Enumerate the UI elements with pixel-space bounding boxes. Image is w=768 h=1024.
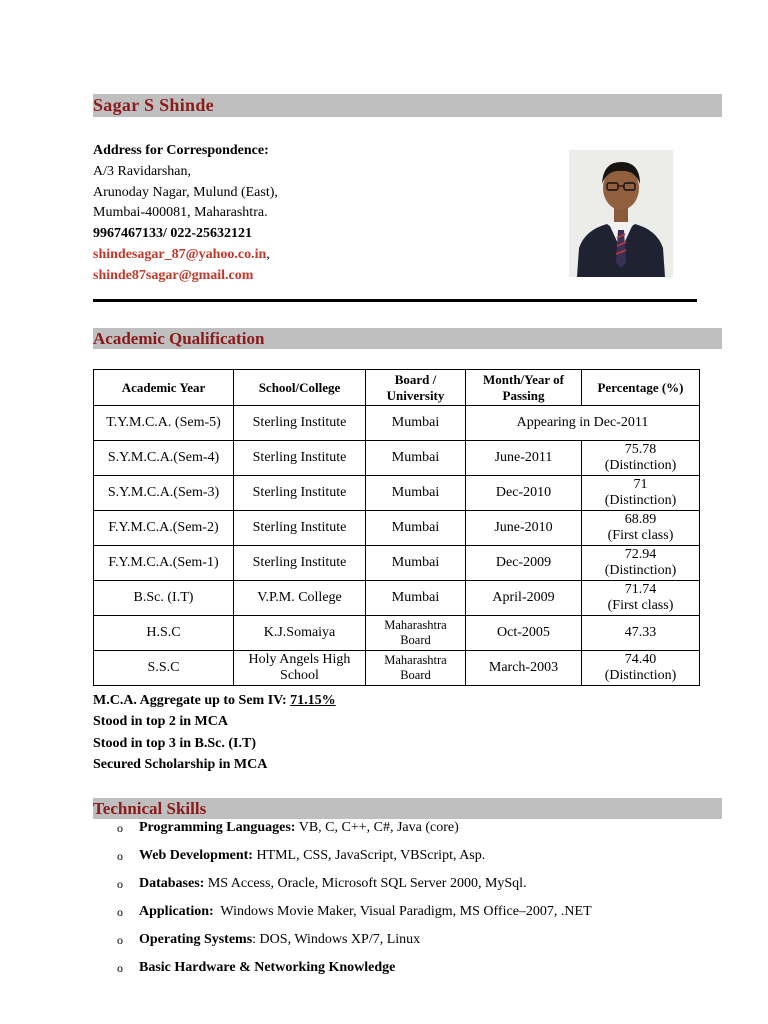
percentage-value: 68.89 bbox=[624, 512, 657, 527]
academic-notes bbox=[93, 690, 336, 775]
address-block bbox=[93, 141, 278, 287]
name-header bbox=[93, 94, 722, 117]
percentage-class: (First class) bbox=[607, 528, 674, 543]
cell-board: Maharashtra Board bbox=[366, 616, 466, 651]
cell-passing: Dec-2010 bbox=[466, 476, 582, 511]
cell-college: Sterling Institute bbox=[234, 511, 366, 546]
skill-value: VB, C, C++, C#, Java (core) bbox=[295, 820, 459, 835]
address-line-1: A/3 Ravidarshan, bbox=[93, 163, 191, 179]
skill-label: Web Development: bbox=[139, 848, 253, 863]
skill-value: Windows Movie Maker, Visual Paradigm, MS Office–2007, .NET bbox=[213, 904, 592, 919]
cell-percentage bbox=[582, 511, 700, 546]
cell-percentage bbox=[582, 441, 700, 476]
cell-college: Sterling Institute bbox=[234, 546, 366, 581]
percentage-value: 74.40 bbox=[624, 652, 657, 667]
skill-label: Databases: bbox=[139, 876, 205, 891]
email-link-1[interactable]: shindesagar_87@yahoo.co.in bbox=[93, 246, 267, 262]
note-item: Stood in top 3 in B.Sc. (I.T) bbox=[93, 735, 256, 751]
percentage-class: (Distinction) bbox=[604, 668, 677, 683]
cell-year: F.Y.M.C.A.(Sem-1) bbox=[94, 546, 234, 581]
address-heading: Address for Correspondence: bbox=[93, 143, 269, 158]
bullet-icon: o bbox=[117, 933, 123, 947]
candidate-name: Sagar S Shinde bbox=[93, 95, 214, 115]
cell-percentage bbox=[582, 546, 700, 581]
table-row bbox=[94, 581, 700, 616]
cell-year: T.Y.M.C.A. (Sem-5) bbox=[94, 406, 234, 441]
cell-appearing: Appearing in Dec-2011 bbox=[466, 406, 700, 441]
skills-header bbox=[93, 798, 722, 819]
skill-label: Operating Systems bbox=[139, 932, 253, 947]
percentage-value: 71 bbox=[633, 477, 648, 492]
skill-label: Programming Languages: bbox=[139, 820, 296, 835]
col-header-school: School/College bbox=[234, 370, 366, 406]
col-header-passing: Month/Year of Passing bbox=[466, 370, 582, 406]
cell-year: B.Sc. (I.T) bbox=[94, 581, 234, 616]
phone-number: 9967467133/ 022-25632121 bbox=[93, 226, 253, 242]
cell-year: F.Y.M.C.A.(Sem-2) bbox=[94, 511, 234, 546]
skill-value: : DOS, Windows XP/7, Linux bbox=[252, 932, 421, 947]
skill-label: Basic Hardware & Networking Knowledge bbox=[139, 960, 396, 975]
email-link-2[interactable]: shinde87sagar@gmail.com bbox=[93, 267, 254, 283]
bullet-icon: o bbox=[117, 877, 123, 891]
table-row bbox=[94, 476, 700, 511]
percentage-value: 71.74 bbox=[624, 582, 657, 597]
cell-year: S.S.C bbox=[94, 651, 234, 686]
skill-value: HTML, CSS, JavaScript, VBScript, Asp. bbox=[252, 848, 486, 863]
cell-percentage bbox=[582, 476, 700, 511]
percentage-class: (First class) bbox=[607, 598, 674, 613]
cell-college: Sterling Institute bbox=[234, 476, 366, 511]
skill-label: Application: bbox=[139, 904, 214, 919]
bullet-icon: o bbox=[117, 849, 123, 863]
aggregate-line bbox=[93, 690, 336, 711]
aggregate-label: M.C.A. Aggregate up to Sem IV: bbox=[93, 693, 291, 708]
cell-board: Maharashtra Board bbox=[366, 651, 466, 686]
address-line-3: Mumbai-400081, Maharashtra. bbox=[93, 205, 268, 221]
cell-board: Mumbai bbox=[366, 406, 466, 441]
cell-board: Mumbai bbox=[366, 511, 466, 546]
table-row bbox=[94, 511, 700, 546]
address-line-2: Arunoday Nagar, Mulund (East), bbox=[93, 184, 278, 200]
cell-board: Mumbai bbox=[366, 441, 466, 476]
percentage-class: (Distinction) bbox=[604, 493, 677, 508]
cell-passing: March-2003 bbox=[466, 651, 582, 686]
bullet-icon: o bbox=[117, 821, 123, 835]
cell-passing: Dec-2009 bbox=[466, 546, 582, 581]
cell-board: Mumbai bbox=[366, 581, 466, 616]
cell-college: V.P.M. College bbox=[234, 581, 366, 616]
skills-title: Technical Skills bbox=[93, 799, 207, 818]
table-row bbox=[94, 616, 700, 651]
skill-value: MS Access, Oracle, Microsoft SQL Server 2000, MySql. bbox=[204, 876, 527, 891]
col-header-board: Board / University bbox=[366, 370, 466, 406]
academic-header bbox=[93, 328, 722, 349]
bullet-icon: o bbox=[117, 905, 123, 919]
cell-college: Sterling Institute bbox=[234, 406, 366, 441]
cell-year: S.Y.M.C.A.(Sem-4) bbox=[94, 441, 234, 476]
percentage-value: 47.33 bbox=[624, 625, 657, 640]
cell-board: Mumbai bbox=[366, 546, 466, 581]
cell-passing: April-2009 bbox=[466, 581, 582, 616]
academic-title: Academic Qualification bbox=[93, 329, 265, 348]
cell-passing: June-2011 bbox=[466, 441, 582, 476]
col-header-academic-year: Academic Year bbox=[94, 370, 234, 406]
percentage-class: (Distinction) bbox=[604, 458, 677, 473]
cell-college: Holy Angels High School bbox=[234, 651, 366, 686]
cell-percentage bbox=[582, 581, 700, 616]
cell-passing: June-2010 bbox=[466, 511, 582, 546]
profile-photo bbox=[569, 150, 673, 277]
cell-college: K.J.Somaiya bbox=[234, 616, 366, 651]
cell-board: Mumbai bbox=[366, 476, 466, 511]
bullet-icon: o bbox=[117, 961, 123, 975]
cell-year: S.Y.M.C.A.(Sem-3) bbox=[94, 476, 234, 511]
cell-college: Sterling Institute bbox=[234, 441, 366, 476]
table-header-row bbox=[94, 370, 700, 406]
email-separator: , bbox=[266, 246, 270, 262]
cell-year: H.S.C bbox=[94, 616, 234, 651]
note-item: Stood in top 2 in MCA bbox=[93, 714, 228, 730]
table-row bbox=[94, 441, 700, 476]
table-row bbox=[94, 406, 700, 441]
cell-percentage bbox=[582, 616, 700, 651]
table-row bbox=[94, 651, 700, 686]
cell-passing: Oct-2005 bbox=[466, 616, 582, 651]
table-row bbox=[94, 546, 700, 581]
aggregate-value: 71.15% bbox=[290, 693, 336, 708]
percentage-value: 75.78 bbox=[624, 442, 657, 457]
section-divider bbox=[93, 299, 697, 302]
cell-percentage bbox=[582, 651, 700, 686]
academic-table bbox=[93, 369, 700, 686]
percentage-class: (Distinction) bbox=[604, 563, 677, 578]
percentage-value: 72.94 bbox=[624, 547, 657, 562]
note-item: Secured Scholarship in MCA bbox=[93, 756, 268, 772]
col-header-percentage: Percentage (%) bbox=[582, 370, 700, 406]
